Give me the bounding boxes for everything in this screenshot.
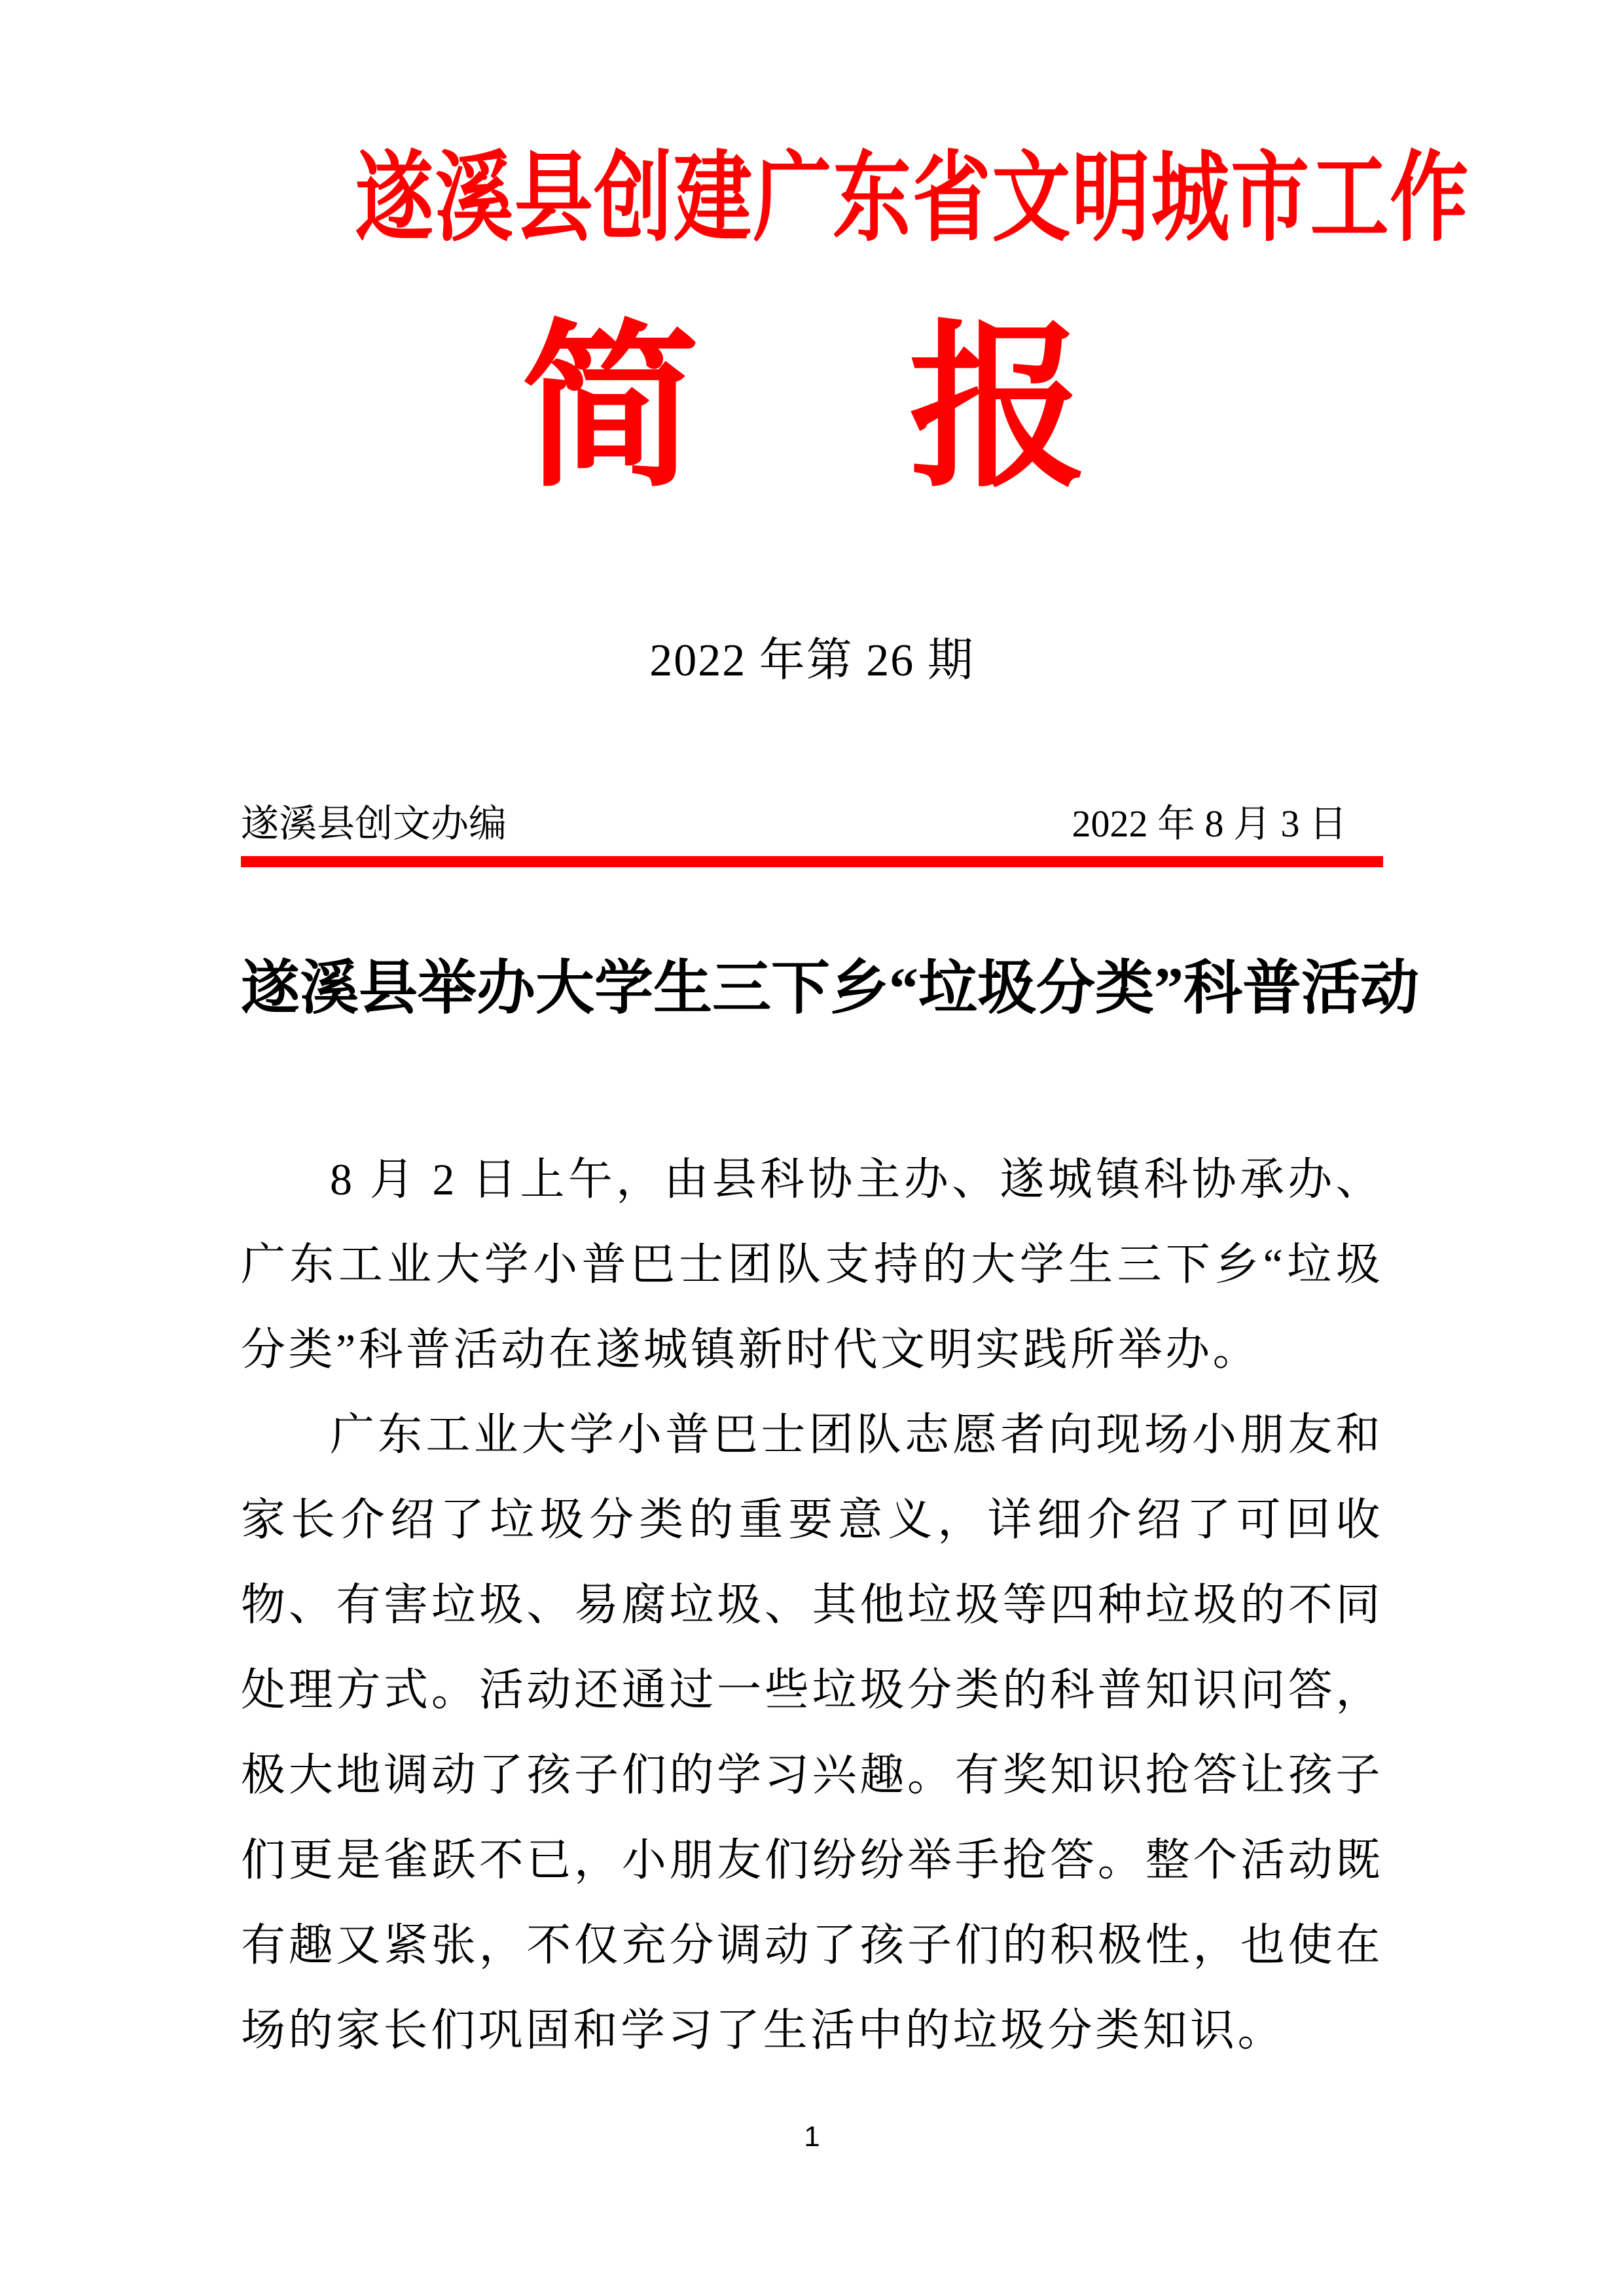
article-paragraph-1: 8 月 2 日上午，由县科协主办、遂城镇科协承办、广东工业大学小普巴士团队支持的大学生三下乡“垃圾分类”科普活动在遂城镇新时代文明实践所举办。 [241,1154,1383,1374]
article-headline: 遂溪县举办大学生三下乡“垃圾分类”科普活动 [241,956,1419,1021]
editor-name: 遂溪县创文办编 [241,802,507,846]
page-footer [0,2121,1624,2153]
issue-date: 2022 年 8 月 3 日 [1072,802,1347,846]
page-number: 1 [804,2121,820,2153]
issue-line: 2022 年第 26 期 [649,636,975,687]
masthead-bulletin-title: 简 报 [521,310,1103,508]
masthead-org-title: 遂溪县创建广东省文明城市工作 [355,145,1470,253]
article-paragraph-2: 广东工业大学小普巴士团队志愿者向现场小朋友和家长介绍了垃圾分类的重要意义，详细介绍了可回收物、有害垃圾、易腐垃圾、其他垃圾等四种垃圾的不同处理方式。活动还通过一些垃圾分类的科普知识问答，极大地调动了孩子们的学习兴趣。有奖知识抢答让孩子们更是雀跃不已，小朋友们纷纷举手抢答。整个活动既有趣又紧张，不仅充分调动了孩子们的积极性，也使在场的家长们巩固和学习了生活中的垃圾分类知识。 [241,1409,1383,2055]
red-rule-divider [241,856,1383,867]
article-body [241,1137,1383,2073]
editor-row [241,801,1383,847]
